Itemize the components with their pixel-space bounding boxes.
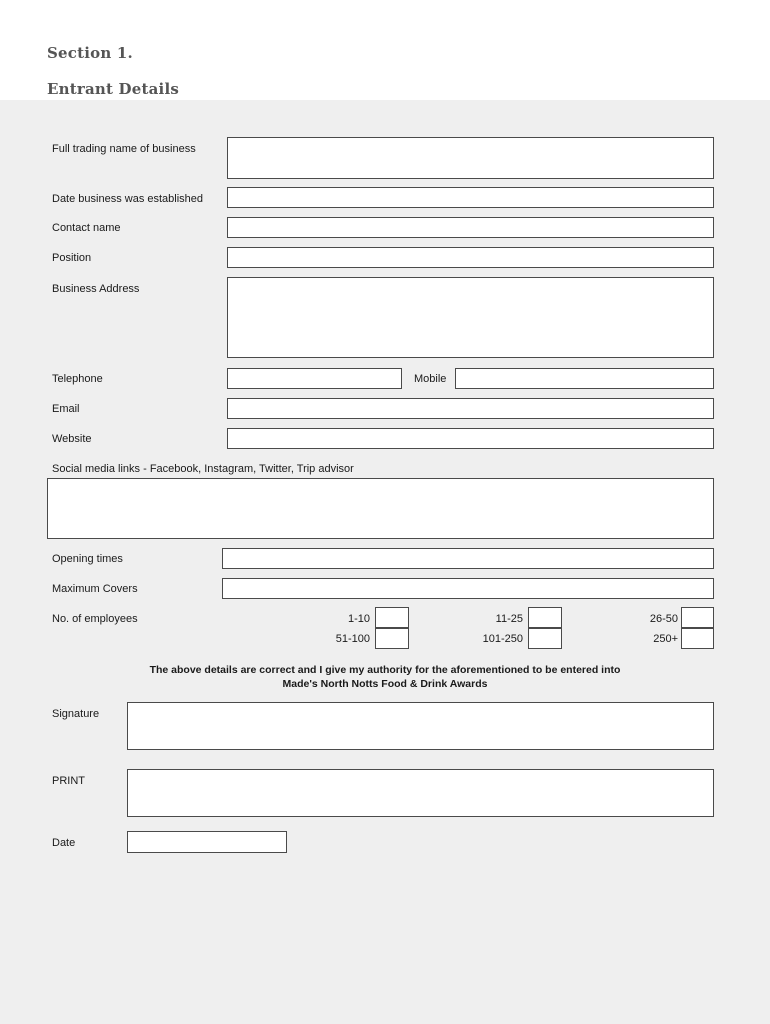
signature-label: Signature <box>52 708 100 720</box>
address-label: Business Address <box>52 283 140 295</box>
max-covers-field[interactable] <box>222 578 714 599</box>
website-field[interactable] <box>227 428 714 449</box>
employees-label: No. of employees <box>52 613 138 625</box>
mobile-field[interactable] <box>455 368 714 389</box>
position-field[interactable] <box>227 247 714 268</box>
telephone-label: Telephone <box>52 373 103 385</box>
date-label: Date <box>52 837 76 849</box>
range-label: 26-50 <box>649 613 678 625</box>
range-label: 1-10 <box>347 613 370 625</box>
position-label: Position <box>52 252 92 264</box>
range-11-25-checkbox[interactable] <box>528 607 562 628</box>
print-name-label: PRINT <box>52 775 85 787</box>
telephone-field[interactable] <box>227 368 402 389</box>
range-label: 250+ <box>653 633 678 645</box>
signature-field[interactable] <box>127 702 714 750</box>
website-label: Website <box>52 433 92 445</box>
range-label: 11-25 <box>495 613 523 625</box>
section-title: Entrant Details <box>47 80 179 98</box>
range-250-plus-checkbox[interactable] <box>681 628 714 649</box>
range-label: 51-100 <box>335 633 370 645</box>
opening-times-label: Opening times <box>52 553 123 565</box>
email-field[interactable] <box>227 398 714 419</box>
contact-name-label: Contact name <box>52 222 121 234</box>
range-26-50-checkbox[interactable] <box>681 607 714 628</box>
mobile-label: Mobile <box>414 373 447 385</box>
contact-name-field[interactable] <box>227 217 714 238</box>
trading-name-field[interactable] <box>227 137 714 179</box>
opening-times-field[interactable] <box>222 548 714 569</box>
range-51-100-checkbox[interactable] <box>375 628 409 649</box>
range-label: 101-250 <box>482 633 523 645</box>
address-field[interactable] <box>227 277 714 358</box>
declaration-line-1: The above details are correct and I give my authority for the aforementioned to be entered into <box>149 664 621 676</box>
max-covers-label: Maximum Covers <box>52 583 138 595</box>
trading-name-label: Full trading name of business <box>52 143 196 155</box>
range-1-10-checkbox[interactable] <box>375 607 409 628</box>
social-media-field[interactable] <box>47 478 714 539</box>
range-101-250-checkbox[interactable] <box>528 628 562 649</box>
email-label: Email <box>52 403 80 415</box>
established-field[interactable] <box>227 187 714 208</box>
social-media-label: Social media links - Facebook, Instagram, Twitter, Trip advisor <box>52 463 354 475</box>
date-field[interactable] <box>127 831 287 853</box>
declaration-line-2: Made's North Notts Food & Drink Awards <box>282 678 488 690</box>
established-label: Date business was established <box>52 193 204 205</box>
print-name-field[interactable] <box>127 769 714 817</box>
section-number: Section 1. <box>47 44 133 62</box>
